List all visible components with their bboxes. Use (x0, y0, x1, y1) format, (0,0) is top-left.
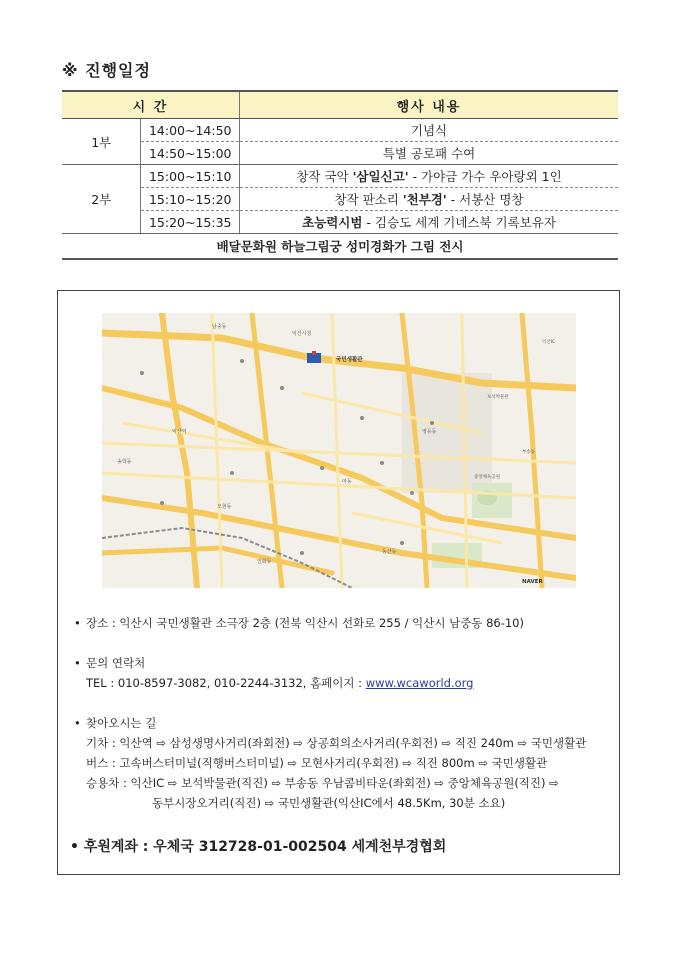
directions-car-cont: 동부시장오거리(직진) ⇨ 국민생활관(익산IC에서 48.5Km, 30분 소요) (152, 796, 506, 810)
map-label: 동산동 (382, 549, 397, 555)
map-label: 익산역 (172, 429, 187, 435)
directions-car: 승용차 : 익산IC ⇨ 보석박물관(직진) ⇨ 부송동 우남콤비타운(좌회전) ⇨ 중앙체육공원(직진) ⇨ (86, 776, 559, 790)
event-cell (240, 211, 619, 234)
event-text-pre: 창작 국악 (296, 169, 353, 184)
map-label-venue: 국민생활관 (336, 357, 363, 363)
contact-tel (74, 673, 473, 693)
schedule-table (62, 90, 618, 260)
section-title: ※ 진행일정 (62, 61, 151, 80)
directions-title: 찾아오시는 길 (86, 716, 157, 730)
venue-address: 익산시 국민생활관 소극장 2층 (전북 익산시 선화로 255 / 익산시 남중동 86-10) (119, 616, 524, 630)
contact-section (74, 653, 473, 693)
tel-numbers: 010-8597-3082, 010-2244-3132, 홈페이지 : (117, 676, 366, 690)
time-cell: 14:00~14:50 (141, 119, 240, 142)
event-text: 특별 공로패 수여 (382, 146, 476, 161)
header-event: 행사 내용 (240, 91, 619, 119)
map-label: 보석박물관 (487, 395, 509, 400)
map-logo: NAVER (522, 579, 543, 585)
map-label: 익산시청 (292, 331, 312, 337)
event-text-post: - 김승도 세계 기네스북 기록보유자 (362, 215, 556, 230)
time-cell: 15:00~15:10 (141, 165, 240, 188)
map-label: 마동 (342, 479, 352, 485)
time-cell: 14:50~15:00 (141, 142, 240, 165)
bullet: • (74, 716, 81, 730)
event-text-post: - 가야금 가수 우아랑외 1인 (408, 169, 562, 184)
info-box (57, 290, 620, 875)
time-cell: 15:20~15:35 (141, 211, 240, 234)
table-row (62, 165, 618, 188)
event-title: '삼일신고' (352, 169, 409, 184)
map-canvas (102, 313, 576, 588)
event-cell (240, 188, 619, 211)
table-row (62, 142, 618, 165)
map-label: 송학동 (117, 459, 132, 465)
table-row (62, 119, 618, 142)
table-row (62, 234, 618, 260)
map-label: 인화동 (257, 559, 272, 565)
map-label: 부송동 (522, 450, 536, 455)
bullet: • (74, 656, 81, 670)
homepage-link[interactable]: www.wcaworld.org (365, 676, 474, 690)
venue-line (74, 613, 524, 633)
directions-train: 기차 : 익산역 ⇨ 삼성생명사거리(좌회전) ⇨ 상공회의소사거리(우회전) ⇨ 직진 240m ⇨ 국민생활관 (86, 736, 587, 750)
bullet: • (74, 616, 81, 630)
map-label: 익산IC (542, 340, 556, 345)
contact-title: 문의 연락처 (86, 656, 146, 670)
table-row (62, 211, 618, 234)
directions-section (74, 713, 586, 813)
event-cell (240, 165, 619, 188)
event-title: '천부경' (402, 192, 447, 207)
venue-label: 장소 : (86, 616, 120, 630)
map-label: 모현동 (217, 504, 232, 510)
exhibit-cell: 배달문화원 하늘그림궁 성미경화가 그림 전시 (62, 234, 618, 260)
map-label: 중앙체육공원 (474, 475, 501, 480)
map-label: 남중동 (212, 324, 227, 330)
event-text-post: - 서봉산 명창 (446, 192, 524, 207)
event-text-pre: 창작 판소리 (334, 192, 403, 207)
table-row (62, 188, 618, 211)
event-cell (240, 119, 619, 142)
map-label: 영등동 (422, 429, 437, 435)
header-time: 시 간 (62, 91, 240, 119)
schedule-header-row (62, 91, 618, 119)
part-label: 2부 (62, 165, 141, 234)
event-title: 초능력시범 (302, 215, 363, 230)
tel-label: TEL : (86, 676, 118, 690)
donation-account: • 후원계좌 : 우체국 312728-01-002504 세계천부경협회 (70, 839, 447, 855)
location-map (102, 313, 576, 588)
event-cell (240, 142, 619, 165)
time-cell: 15:10~15:20 (141, 188, 240, 211)
event-text: 기념식 (410, 123, 448, 138)
part-label: 1부 (62, 119, 141, 165)
directions-bus: 버스 : 고속버스터미널(직행버스터미널) ⇨ 모현사거리(우회전) ⇨ 직진 800m ⇨ 국민생활관 (86, 756, 548, 770)
